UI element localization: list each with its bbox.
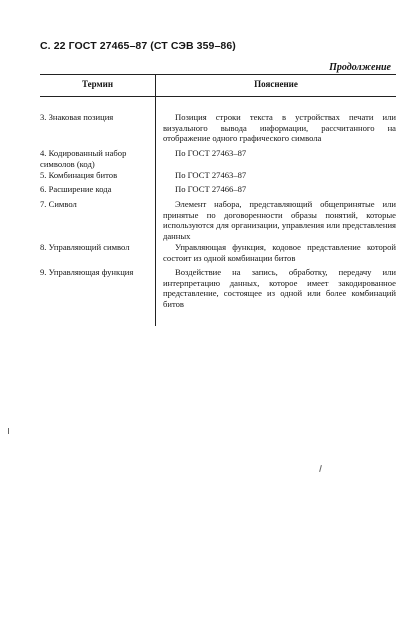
scan-mark-right: [319, 465, 322, 472]
table-row-term-7: 7. Символ: [40, 199, 77, 209]
table-row-term-8: 8. Управляющий символ: [40, 242, 130, 252]
column-header-explanation: Пояснение: [254, 79, 298, 89]
table-row-explanation-6: По ГОСТ 27466–87: [175, 184, 247, 194]
table-row-term-4: 4. Кодированный набор символов (код): [40, 148, 127, 169]
scan-mark-left: [8, 428, 9, 434]
table-header-border: [40, 96, 396, 97]
table-row-explanation-4: По ГОСТ 27463–87: [175, 148, 247, 158]
table-row-term-5: 5. Комбинация битов: [40, 170, 118, 180]
continuation-label: Продолжение: [329, 62, 391, 73]
table-row-term-6: 6. Расширение кода: [40, 184, 112, 194]
table-row-term-9: 9. Управляющая функция: [40, 267, 134, 277]
table-row-term-3: 3. Знаковая позиция: [40, 112, 114, 122]
table-row-explanation-5: По ГОСТ 27463–87: [175, 170, 247, 180]
table-row-explanation-7: Элемент набора, представляющий общепринятые или принятые по договоренности образы понятий, которые используются для организации, управления или представления данных: [163, 199, 396, 241]
table-top-border: [40, 74, 396, 75]
table-row-explanation-9: Воздействие на запись, обработку, передачу или интерпретацию данных, которое имеет закодированное представление, состоящее из одной или более комбинаций битов: [163, 267, 396, 309]
page-header: С. 22 ГОСТ 27465–87 (СТ СЭВ 359–86): [40, 40, 236, 52]
table-row-explanation-3: Позиция строки текста в устройствах печати или визуального вывода информации, рассчитанного на отображение одного графического символа: [163, 112, 396, 143]
column-header-term: Термин: [81, 79, 114, 89]
table-row-explanation-8: Управляющая функция, кодовое представление которой состоит из одной комбинации битов: [163, 242, 396, 263]
